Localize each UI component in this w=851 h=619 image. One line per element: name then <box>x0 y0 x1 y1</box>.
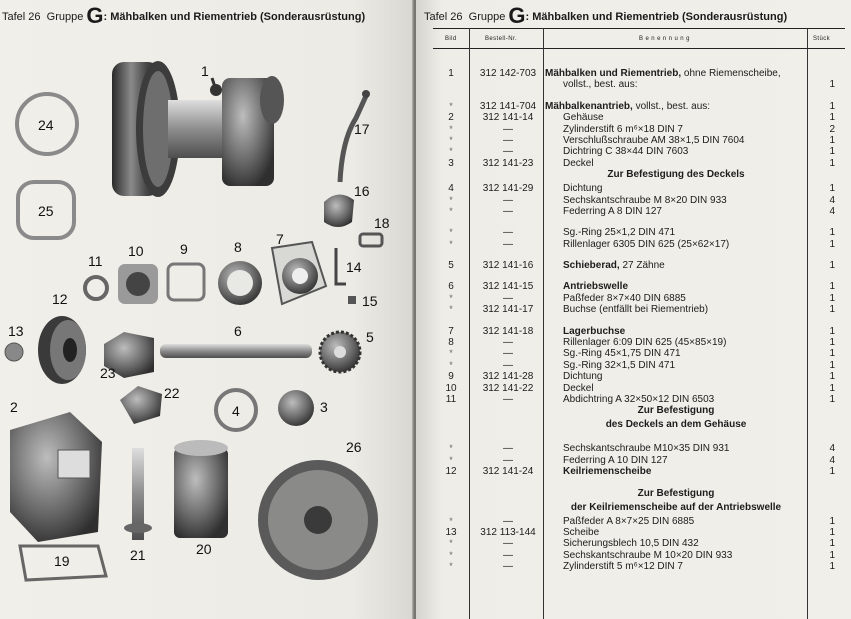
table-row <box>433 68 845 79</box>
cell-benennung-text: Federring A 10 DIN 127 <box>563 454 668 466</box>
cell-benennung-bold: Antriebswelle <box>563 281 629 293</box>
table-row <box>433 112 845 123</box>
cell-benennung <box>563 239 825 250</box>
section-heading-text: Zur Befestigung <box>637 405 715 417</box>
cell-bestell-nr: — <box>503 146 513 158</box>
cell-benennung <box>563 527 825 538</box>
cell-benennung-text: Sg.-Ring 25×1,2 DIN 471 <box>563 227 676 239</box>
cell-bild: * <box>449 304 453 315</box>
cell-bild: * <box>449 194 453 205</box>
table-row <box>433 538 845 549</box>
part-26-belt-pulley <box>258 460 378 580</box>
cell-benennung <box>563 326 825 337</box>
table-row <box>433 383 845 394</box>
cell-bild: 1 <box>448 68 454 79</box>
label-19: 19 <box>54 553 70 569</box>
table-row <box>433 527 845 538</box>
cell-bestell-nr: 312 141-704 <box>479 100 537 112</box>
table-row <box>433 293 845 304</box>
cell-benennung <box>563 79 825 90</box>
part-1-drive-assembly <box>112 61 284 197</box>
cell-stueck: 1 <box>829 183 835 195</box>
part-5-sliding-gear <box>320 332 360 372</box>
tafel-label: Tafel 26 <box>2 11 41 23</box>
table-row <box>433 337 845 348</box>
cell-stueck: 1 <box>829 260 835 272</box>
section-heading-text: der Keilriemenscheibe auf der Antriebswelle <box>570 501 782 513</box>
cell-benennung <box>563 195 825 206</box>
table-row <box>433 135 845 146</box>
cell-stueck: 1 <box>829 100 835 112</box>
cell-bestell-nr: — <box>503 205 513 217</box>
cell-bild: * <box>449 549 453 560</box>
cell-bestell-nr: — <box>503 123 513 135</box>
cell-bild: 12 <box>445 466 457 478</box>
cell-bestell-nr: — <box>503 359 513 371</box>
table-row <box>433 466 845 477</box>
table-row <box>433 124 845 135</box>
row-spacer <box>433 250 845 260</box>
section-heading <box>433 419 845 433</box>
cell-bestell-nr: 312 142-703 <box>479 68 537 79</box>
part-22-pinion <box>120 386 162 424</box>
gruppe-letter: G <box>508 3 526 28</box>
cell-stueck: 1 <box>829 526 835 538</box>
cell-stueck: 1 <box>829 304 835 316</box>
table-header <box>433 28 845 49</box>
cell-benennung <box>563 260 825 271</box>
cell-benennung-text: Scheibe <box>563 526 600 538</box>
cell-benennung <box>563 183 825 194</box>
cell-bestell-nr: — <box>503 292 513 304</box>
table-row <box>433 455 845 466</box>
cell-benennung <box>563 360 825 371</box>
cell-benennung <box>563 124 825 135</box>
row-spacer <box>433 271 845 281</box>
cell-bild: * <box>449 123 453 134</box>
row-spacer <box>433 91 845 101</box>
cell-bestell-nr: 312 141-29 <box>482 183 534 195</box>
table-row <box>433 561 845 572</box>
part-2-housing <box>10 412 102 542</box>
cell-benennung <box>545 68 807 79</box>
cell-benennung <box>563 348 825 359</box>
cell-bestell-nr: — <box>503 134 513 146</box>
cell-benennung-text: Paßfeder 8×7×40 DIN 6885 <box>563 292 686 304</box>
cell-bestell-nr: — <box>503 443 513 455</box>
table-row <box>433 394 845 405</box>
part-20-bush <box>174 440 228 538</box>
cell-benennung-text: Sicherungsblech 10,5 DIN 432 <box>563 538 699 550</box>
label-6: 6 <box>234 323 242 339</box>
label-18: 18 <box>374 215 390 231</box>
cell-bestell-nr: — <box>503 348 513 360</box>
cell-benennung-text: Sg.-Ring 32×1,5 DIN 471 <box>563 359 676 371</box>
cell-bestell-nr: 312 141-17 <box>482 304 534 316</box>
cell-stueck: 1 <box>829 325 835 337</box>
cell-benennung <box>563 146 825 157</box>
section-heading <box>433 488 845 502</box>
label-1: 1 <box>201 63 209 79</box>
table-row <box>433 227 845 238</box>
cell-stueck: 1 <box>829 359 835 371</box>
label-16: 16 <box>354 183 370 199</box>
cell-stueck: 1 <box>829 371 835 383</box>
label-23: 23 <box>100 365 116 381</box>
cell-benennung <box>563 112 825 123</box>
cell-benennung <box>563 455 825 466</box>
label-5: 5 <box>366 329 374 345</box>
col-benennung: B e n e n n u n g <box>639 36 690 42</box>
cell-bestell-nr: — <box>503 515 513 527</box>
cell-benennung-text: Abdichtring A 32×50×12 DIN 6503 <box>563 393 715 405</box>
cell-bestell-nr: 312 141-28 <box>482 371 534 383</box>
cell-benennung-text: Deckel <box>563 157 594 169</box>
cell-bestell-nr: 312 141-15 <box>482 281 534 293</box>
cell-benennung <box>563 561 825 572</box>
cell-bild: * <box>449 292 453 303</box>
part-8-ball-bearing <box>218 261 262 305</box>
table-row <box>433 158 845 169</box>
cell-bild: * <box>449 515 453 526</box>
cell-stueck: 4 <box>829 194 835 206</box>
cell-stueck: 1 <box>829 157 835 169</box>
section-heading <box>433 169 845 183</box>
cell-stueck: 1 <box>829 466 835 478</box>
tafel-label: Tafel 26 <box>424 11 463 23</box>
cell-bild: * <box>449 205 453 216</box>
cell-bild: * <box>449 134 453 145</box>
gruppe-label: Gruppe <box>46 11 84 23</box>
label-2: 2 <box>10 399 18 415</box>
table-row <box>433 239 845 250</box>
section-heading <box>433 502 845 516</box>
cell-benennung-text: Gehäuse <box>563 112 604 124</box>
label-4: 4 <box>232 403 240 419</box>
table-row <box>433 348 845 359</box>
cell-stueck: 1 <box>829 337 835 349</box>
part-16 <box>324 194 354 227</box>
table-row <box>433 101 845 112</box>
label-9: 9 <box>180 241 188 257</box>
cell-bestell-nr: 312 141-18 <box>482 325 534 337</box>
cell-stueck: 1 <box>829 382 835 394</box>
cell-benennung-text: Rillenlager 6305 DIN 625 (25×62×17) <box>563 238 730 250</box>
cell-bild: 2 <box>448 112 454 124</box>
cell-benennung-text: Sg.-Ring 45×1,75 DIN 471 <box>563 348 681 360</box>
table-row <box>433 326 845 337</box>
cell-stueck: 1 <box>829 281 835 293</box>
cell-benennung-text: vollst., best. aus: <box>632 100 711 112</box>
cell-benennung <box>563 538 825 549</box>
cell-bild: 6 <box>448 281 454 293</box>
table-row <box>433 360 845 371</box>
cell-stueck: 1 <box>829 227 835 239</box>
col-bestell-nr: Bestell-Nr. <box>485 36 518 42</box>
section-heading-text: Zur Befestigung des Deckels <box>607 169 745 181</box>
label-13: 13 <box>8 323 24 339</box>
cell-benennung-bold: Lagerbuchse <box>563 325 626 337</box>
cell-benennung-text: Dichtring C 38×44 DIN 7603 <box>563 146 689 158</box>
cell-bild: 8 <box>448 337 454 349</box>
cell-stueck: 4 <box>829 454 835 466</box>
gruppe-letter: G <box>86 3 104 28</box>
cell-bild: 11 <box>445 393 457 405</box>
part-6-drive-shaft <box>160 344 312 358</box>
cell-bestell-nr: 312 113-144 <box>480 526 536 538</box>
cell-benennung <box>563 383 825 394</box>
cell-stueck: 1 <box>829 538 835 550</box>
cell-bestell-nr: — <box>503 561 513 573</box>
label-17: 17 <box>354 121 370 137</box>
cell-benennung <box>563 227 825 238</box>
cell-bild: * <box>449 348 453 359</box>
cell-stueck: 1 <box>829 292 835 304</box>
cell-benennung-text: Sechskantschraube M10×35 DIN 931 <box>563 443 730 455</box>
cell-bestell-nr: — <box>503 337 513 349</box>
label-20: 20 <box>196 541 212 557</box>
right-page-header <box>424 3 787 29</box>
cell-bild: 3 <box>448 157 454 169</box>
cell-benennung <box>563 293 825 304</box>
table-row <box>433 516 845 527</box>
table-row <box>433 183 845 194</box>
table-row <box>433 146 845 157</box>
gruppe-label: Gruppe <box>468 11 506 23</box>
cell-stueck: 2 <box>829 123 835 135</box>
cell-bestell-nr: — <box>503 238 513 250</box>
table-row <box>433 195 845 206</box>
cell-benennung <box>563 516 825 527</box>
label-14: 14 <box>346 259 362 275</box>
table-row <box>433 260 845 271</box>
cell-benennung <box>563 466 825 477</box>
cell-bestell-nr: 312 141-22 <box>482 382 534 394</box>
label-7: 7 <box>276 231 284 247</box>
cell-benennung <box>563 550 825 561</box>
cell-benennung-text: Verschlußschraube AM 38×1,5 DIN 7604 <box>563 134 745 146</box>
cell-benennung <box>563 371 825 382</box>
cell-bestell-nr: — <box>503 538 513 550</box>
cell-stueck: 1 <box>829 112 835 124</box>
cell-benennung <box>563 443 825 454</box>
cell-bild: * <box>449 538 453 549</box>
cell-benennung <box>563 337 825 348</box>
row-spacer <box>433 217 845 227</box>
cell-benennung-text: Rillenlager 6:09 DIN 625 (45×85×19) <box>563 337 727 349</box>
cell-bild: 9 <box>448 371 454 383</box>
cell-bestell-nr: — <box>503 454 513 466</box>
section-heading <box>433 405 845 419</box>
row-spacer <box>433 433 845 443</box>
cell-stueck: 1 <box>829 561 835 573</box>
part-10-cover <box>118 264 158 304</box>
cell-bild: 7 <box>448 325 454 337</box>
label-8: 8 <box>234 239 242 255</box>
cell-bestell-nr: — <box>503 227 513 239</box>
cell-benennung <box>545 101 807 112</box>
cell-bild: * <box>449 238 453 249</box>
cell-benennung-text: ohne Riemenscheibe, <box>681 68 781 79</box>
cell-benennung <box>563 206 825 217</box>
cell-stueck: 1 <box>829 348 835 360</box>
col-bild: Bild <box>445 36 457 42</box>
cell-benennung <box>563 394 825 405</box>
cell-stueck: 1 <box>829 393 835 405</box>
cell-bild: * <box>449 227 453 238</box>
cell-bestell-nr: 312 141-23 <box>482 157 534 169</box>
table-row <box>433 443 845 454</box>
part-13-washer <box>5 343 23 361</box>
part-11-seal-ring <box>85 277 107 299</box>
table-row <box>433 206 845 217</box>
cell-benennung <box>563 304 825 315</box>
cell-benennung-text: Dichtung <box>563 183 603 195</box>
part-9-gasket <box>168 264 204 300</box>
label-12: 12 <box>52 291 68 307</box>
cell-bestell-nr: 312 141-16 <box>482 260 534 272</box>
label-11: 11 <box>88 253 103 269</box>
cell-stueck: 1 <box>829 515 835 527</box>
label-22: 22 <box>164 385 180 401</box>
cell-bild: * <box>449 146 453 157</box>
row-spacer <box>433 316 845 326</box>
cell-benennung-text: Sechskantschraube M 8×20 DIN 933 <box>563 194 727 206</box>
row-spacer <box>433 478 845 488</box>
label-21: 21 <box>130 547 146 563</box>
part-7-bearing-bush <box>272 242 326 304</box>
cell-benennung-bold: Schieberad, <box>563 260 620 272</box>
part-17-lever <box>340 96 366 182</box>
cell-bestell-nr: — <box>503 194 513 206</box>
cell-benennung-text: vollst., best. aus: <box>563 79 638 91</box>
section-heading-text: Zur Befestigung <box>637 487 715 499</box>
cell-benennung-text: Dichtung <box>563 371 603 383</box>
cell-stueck: 4 <box>829 205 835 217</box>
page-title: : Mähbalken und Riementrieb (Sonderausrüstung) <box>103 11 366 23</box>
part-15 <box>348 296 356 304</box>
cell-bild: 13 <box>445 526 457 538</box>
section-heading-text: des Deckels an dem Gehäuse <box>605 419 747 431</box>
cell-bild: 4 <box>448 183 454 195</box>
table-row <box>433 304 845 315</box>
part-3-cover <box>278 390 314 426</box>
cell-stueck: 1 <box>829 134 835 146</box>
cell-stueck: 1 <box>829 238 835 250</box>
parts-table <box>433 28 845 619</box>
cell-benennung-text: 27 Zähne <box>619 260 665 272</box>
cell-stueck: 1 <box>829 79 835 91</box>
part-14 <box>336 248 346 284</box>
table-row <box>433 371 845 382</box>
label-15: 15 <box>362 293 378 309</box>
cell-bild: * <box>449 359 453 370</box>
cell-bild: * <box>449 100 453 111</box>
cell-bild: 5 <box>448 260 454 272</box>
col-stueck: Stück <box>813 36 831 42</box>
table-row <box>433 550 845 561</box>
left-page <box>0 0 414 619</box>
cell-bild: * <box>449 561 453 572</box>
cell-benennung-bold: Mähbalken und Riementrieb, <box>545 68 682 79</box>
part-18 <box>360 234 382 246</box>
label-24: 24 <box>38 117 54 133</box>
cell-benennung <box>563 281 825 292</box>
cell-bild: 10 <box>445 382 457 394</box>
part-12-v-belt-pulley <box>38 316 86 384</box>
page-title: : Mähbalken und Riementrieb (Sonderausrüstung) <box>525 11 788 23</box>
cell-benennung-text: Buchse (entfällt bei Riementrieb) <box>563 304 709 316</box>
cell-benennung-bold: Keilriemenscheibe <box>563 466 652 478</box>
cell-bestell-nr: — <box>503 549 513 561</box>
label-10: 10 <box>128 243 144 259</box>
table-body <box>433 68 845 573</box>
cell-bestell-nr: 312 141-14 <box>482 112 534 124</box>
cell-stueck: 1 <box>829 146 835 158</box>
label-26: 26 <box>346 439 362 455</box>
cell-bild: * <box>449 443 453 454</box>
table-row <box>433 281 845 292</box>
cell-benennung-text: Federring A 8 DIN 127 <box>563 205 662 217</box>
cell-stueck: 1 <box>829 549 835 561</box>
cell-benennung-text: Zylinderstift 5 m⁶×12 DIN 7 <box>563 561 683 573</box>
label-3: 3 <box>320 399 328 415</box>
exploded-parts-drawing <box>0 0 414 619</box>
cell-bestell-nr: 312 141-24 <box>482 466 534 478</box>
cell-benennung-text: Deckel <box>563 382 594 394</box>
cell-benennung-text: Zylinderstift 6 m⁶×18 DIN 7 <box>563 123 683 135</box>
cell-benennung-text: Sechskantschraube M 10×20 DIN 933 <box>563 549 733 561</box>
cell-bild: * <box>449 454 453 465</box>
cell-stueck: 4 <box>829 443 835 455</box>
cell-benennung <box>563 135 825 146</box>
label-25: 25 <box>38 203 54 219</box>
table-row <box>433 79 845 90</box>
cell-benennung-bold: Mähbalkenantrieb, <box>545 100 633 112</box>
cell-bestell-nr: — <box>503 393 513 405</box>
cell-benennung <box>563 158 825 169</box>
cell-benennung-text: Paßfeder A 8×7×25 DIN 6885 <box>563 515 695 527</box>
